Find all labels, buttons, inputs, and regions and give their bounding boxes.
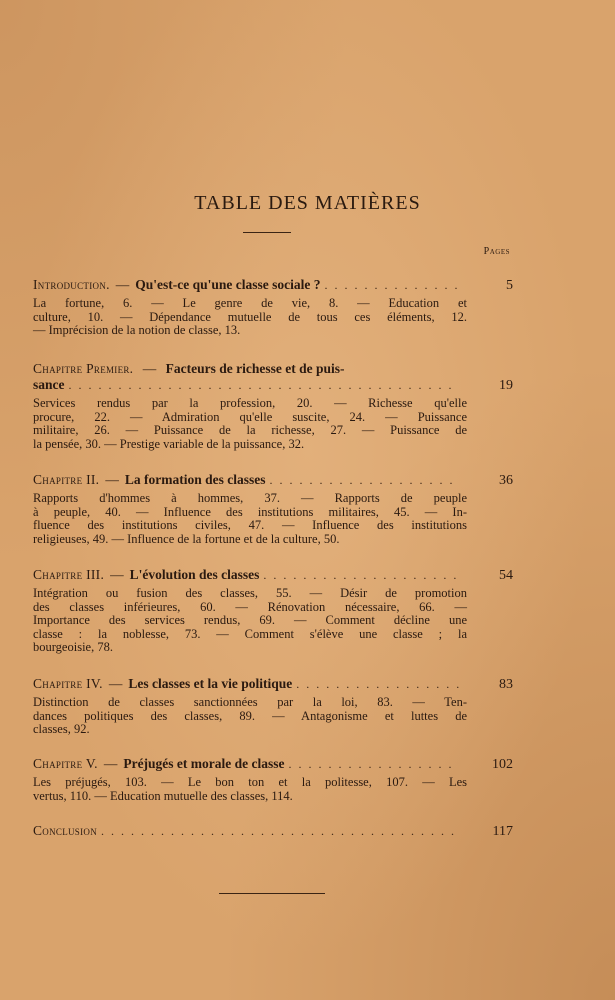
- entry-heading: Chapitre III. — L'évolution des classes . . . 54: [33, 567, 513, 584]
- entry-heading: Introduction. — Qu'est-ce qu'une classe sociale ? . . . 5: [33, 277, 513, 294]
- entry-summary: Les préjugés, 103. — Le bon ton et la politesse, 107. — Les vertus, 110. — Education mutuelle des classes, 114.: [33, 775, 467, 803]
- dot-leader: [325, 277, 459, 293]
- entry-heading: Chapitre V. — Préjugés et morale de classe . . . 102: [33, 756, 513, 773]
- entry-title: Les classes et la vie politique: [128, 676, 293, 691]
- dot-leader: [296, 676, 459, 692]
- entry-title: Qu'est-ce qu'une classe sociale ?: [135, 277, 321, 292]
- entry-label: Introduction.: [33, 277, 110, 292]
- entry-summary: La fortune, 6. — Le genre de vie, 8. — Education et culture, 10. — Dépendance mutuelle de tous ces éléments, 12. — Imprécision de la notion de classe, 13.: [33, 296, 467, 338]
- toc-entry-introduction[interactable]: [33, 277, 513, 338]
- toc-entry-chapitre-premier[interactable]: [33, 360, 513, 451]
- entry-label: Chapitre II.: [33, 472, 100, 487]
- toc-entry-chapitre-4[interactable]: [33, 676, 513, 737]
- bottom-rule: [219, 893, 325, 894]
- entry-page-number: 54: [499, 568, 513, 583]
- entry-title-continued: sance: [33, 377, 65, 392]
- pages-column-label: Pages: [483, 246, 510, 257]
- entry-title: Préjugés et morale de classe: [123, 756, 285, 771]
- entry-page-number: 5: [506, 278, 513, 293]
- toc-entry-conclusion[interactable]: [33, 823, 513, 840]
- entry-title: Facteurs de richesse et de puis-: [165, 361, 345, 376]
- entry-title: L'évolution des classes: [129, 567, 260, 582]
- entry-title: La formation des classes: [124, 472, 266, 487]
- page-title: TABLE DES MATIÈRES: [194, 192, 421, 214]
- entry-page-number: 117: [492, 824, 513, 839]
- entry-heading: Chapitre Premier. — Facteurs de richesse et de puis-: [33, 361, 345, 376]
- entry-heading: Chapitre IV. — Les classes et la vie politique . . . 83: [33, 676, 513, 693]
- entry-label: Chapitre V.: [33, 756, 98, 771]
- title-rule: [243, 232, 291, 233]
- entry-label: Chapitre IV.: [33, 676, 103, 691]
- entry-summary: Distinction de classes sanctionnées par la loi, 83. — Ten- dances politiques des classes, 89. — Antagonisme et luttes de classes, 92.: [33, 695, 467, 737]
- dot-leader: [263, 567, 459, 583]
- entry-summary: Rapports d'hommes à hommes, 37. — Rapports de peuple à peuple, 40. — Influence des institutions militaires, 45. — In- fluence des institutions civiles, 47. — Influence des institutions religieuses, 49. — Influence de la fortune et de la culture, 50.: [33, 491, 467, 546]
- dot-leader: [269, 472, 459, 488]
- entry-page-number: 102: [492, 757, 513, 772]
- entry-page-number: 36: [499, 473, 513, 488]
- entry-label: Chapitre III.: [33, 567, 105, 582]
- entry-summary: Services rendus par la profession, 20. — Richesse qu'elle procure, 22. — Admiration qu'elle suscite, 24. — Puissance militaire, 26. — Puissance de la richesse, 27. — Puissance de la pensée, 30. — Prestige variable de la puissance, 32.: [33, 396, 467, 451]
- entry-heading: [33, 823, 513, 840]
- entry-label: Chapitre Premier.: [33, 361, 134, 376]
- dot-leader: [289, 756, 459, 772]
- entry-page-number: 83: [499, 677, 513, 692]
- entry-summary: Intégration ou fusion des classes, 55. — Désir de promotion des classes inférieures, 60. — Rénovation nécessaire, 66. — Importance des services rendus, 69. — Comment décline une classe : la noblesse, 73. — Comment s'élève une classe ; la bourgeoisie, 78.: [33, 586, 467, 655]
- entry-page-number: 19: [499, 378, 513, 393]
- dot-leader: [69, 377, 460, 393]
- dot-leader: [101, 823, 459, 839]
- toc-entry-chapitre-3[interactable]: [33, 567, 513, 655]
- toc-entry-chapitre-5[interactable]: [33, 756, 513, 803]
- entry-heading: Chapitre II. — La formation des classes . . . 36: [33, 472, 513, 489]
- toc-entry-chapitre-2[interactable]: [33, 472, 513, 546]
- entry-heading-continued: [33, 377, 513, 394]
- entry-label: Conclusion: [33, 823, 98, 838]
